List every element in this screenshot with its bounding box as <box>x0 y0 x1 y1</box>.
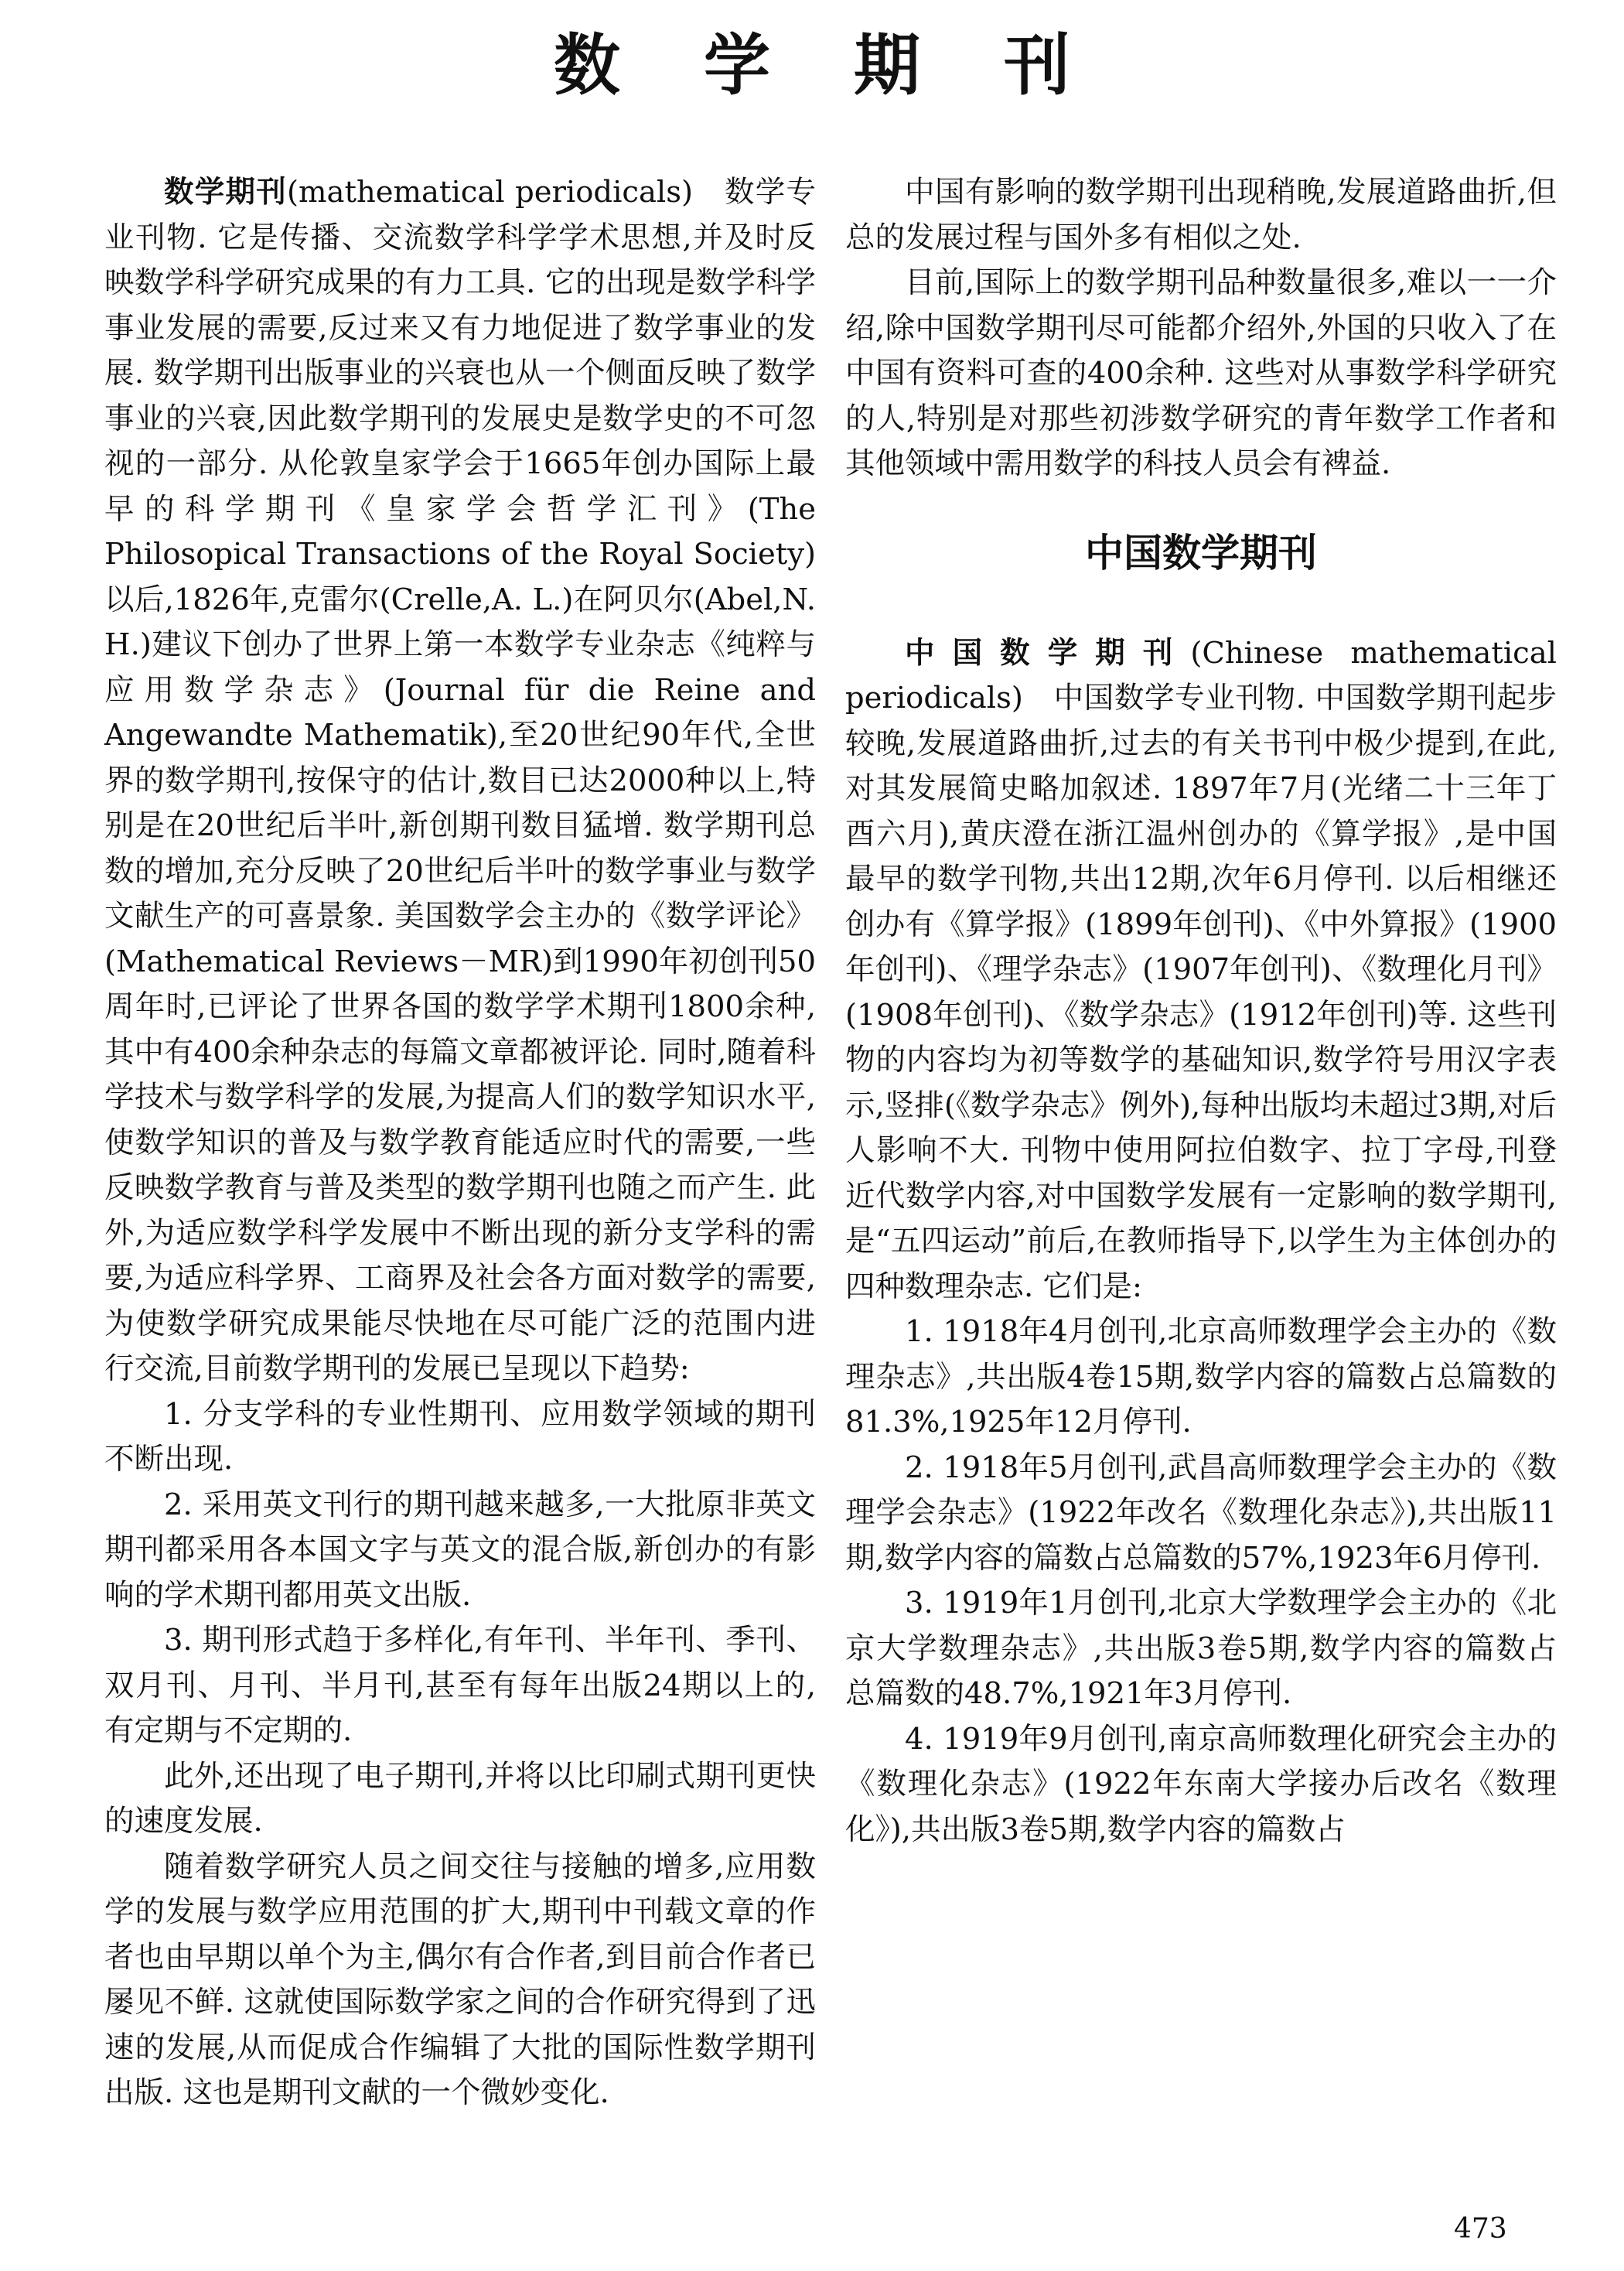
entry-term: 中国数学期刊 <box>905 635 1191 671</box>
paragraph-scope: 目前,国际上的数学期刊品种数量很多,难以一一介绍,除中国数学期刊尽可能都介绍外,外国的只收入了在中国有资料可查的400余种. 这些对从事数学科学研究的人,特别是对那些初涉数学研究的青年数学工作者和其他领域中需用数学的科技人员会有裨益. <box>845 265 1557 481</box>
journal-item-2: 2. 1918年5月创刊,武昌高师数理学会主办的《数理学会杂志》(1922年改名《数理化杂志》),共出版11期,数学内容的篇数占总篇数的57%,1923年6月停刊. <box>845 1450 1557 1576</box>
trend-item-3: 3. 期刊形式趋于多样化,有年刊、半年刊、季刊、双月刊、月刊、半月刊,甚至有每年出版24期以上的,有定期与不定期的. <box>104 1623 816 1748</box>
entry-intro-text: (mathematical periodicals) 数学专业刊物. 它是传播、交流数学科学学术思想,并及时反映数学科学研究成果的有力工具. 它的出现是数学科学事业发展的需要,反过来又有力地促进了数学事业的发展. 数学期刊出版事业的兴衰也从一个侧面反映了数学事业的兴衰,因此数学期刊的发展史是数学史的不可忽视的一部分. 从伦敦皇家学会于1665年创办国际上最早的科学期刊《皇家学会哲学汇刊》(The Philosopical Transactions of the Royal Society)以后,1826年,克雷尔(Crelle,A. L.)在阿贝尔(Abel,N. H.)建议下创办了世界上第一本数学专业杂志《纯粹与应用数学杂志》(Journal für die Reine and Angewandte Mathematik),至20世纪90年代,全世界的数学期刊,按保守的估计,数目已达2000种以上,特别是在20世纪后半叶,新创期刊数目猛增. 数学期刊总数的增加,充分反映了20世纪后半叶的数学事业与数学文献生产的可喜景象. 美国数学会主办的《数学评论》(Mathematical Reviews－MR)到1990年初创刊50周年时,已评论了世界各国的数学学术期刊1800余种,其中有400余种杂志的每篇文章都被评论. 同时,随着科学技术与数学科学的发展,为提高人们的数学知识水平,使数学知识的普及与数学教育能适应时代的需要,一些反映数学教育与普及类型的数学期刊也随之而产生. 此外,为适应数学科学发展中不断出现的新分支学科的需要,为适应科学界、工商界及社会各方面对数学的需要,为使数学研究成果能尽快地在尽可能广泛的范围内进行交流,目前数学期刊的发展已呈现以下趋势: <box>104 175 816 1386</box>
page-title-char: 数 <box>554 27 620 104</box>
left-column <box>104 170 816 2116</box>
right-column <box>845 170 1557 1853</box>
page-title-char: 学 <box>704 27 770 104</box>
journal-item-3: 3. 1919年1月创刊,北京大学数理学会主办的《北京大学数理杂志》,共出版3卷5期,数学内容的篇数占总篇数的48.7%,1921年3月停刊. <box>845 1586 1557 1711</box>
paragraph-china-overview: 中国有影响的数学期刊出现稍晚,发展道路曲折,但总的发展过程与国外多有相似之处. <box>845 175 1557 255</box>
paragraph-electronic-journals: 此外,还出现了电子期刊,并将以比印刷式期刊更快的速度发展. <box>104 1758 816 1839</box>
page-title-char: 刊 <box>1004 27 1070 104</box>
page-title-char: 期 <box>854 27 920 104</box>
trend-item-2: 2. 采用英文刊行的期刊越来越多,一大批原非英文期刊都采用各本国文字与英文的混合版,新创办的有影响的学术期刊都用英文出版. <box>104 1487 816 1613</box>
journal-item-1: 1. 1918年4月创刊,北京高师数理学会主办的《数理杂志》,共出版4卷15期,数学内容的篇数占总篇数的81.3%,1925年12月停刊. <box>845 1314 1557 1439</box>
paragraph-cooperation: 随着数学研究人员之间交往与接触的增多,应用数学的发展与数学应用范围的扩大,期刊中刊载文章的作者也由早期以单个为主,偶尔有合作者,到目前合作者已屡见不鲜. 这就使国际数学家之间的合作研究得到了迅速的发展,从而促成合作编辑了大批的国际性数学期刊出版. 这也是期刊文献的一个微妙变化. <box>104 1849 816 2110</box>
entry-chinese-periodicals-intro <box>845 631 1557 1310</box>
entry-intro-text: (Chinese mathematical periodicals) 中国数学专业刊物. 中国数学期刊起步较晚,发展道路曲折,过去的有关书刊中极少提到,在此,对其发展简史略加叙述. 1897年7月(光绪二十三年丁酉六月),黄庆澄在浙江温州创办的《算学报》,是中国最早的数学刊物,共出12期,次年6月停刊. 以后相继还创办有《算学报》(1899年创刊)、《中外算报》(1900年创刊)、《理学杂志》(1907年创刊)、《数理化月刊》(1908年创刊)、《数学杂志》(1912年创刊)等. 这些刊物的内容均为初等数学的基础知识,数学符号用汉字表示,竖排(《数学杂志》例外),每种出版均未超过3期,对后人影响不大. 刊物中使用阿拉伯数字、拉丁字母,刊登近代数学内容,对中国数学发展有一定影响的数学期刊,是“五四运动”前后,在教师指导下,以学生为主体创办的四种数理杂志. 它们是: <box>845 635 1557 1304</box>
entry-term: 数学期刊 <box>164 175 287 210</box>
journal-item-4: 4. 1919年9月创刊,南京高师数理化研究会主办的《数理化杂志》(1922年东南大学接办后改名《数理化》),共出版3卷5期,数学内容的篇数占 <box>845 1721 1557 1847</box>
trend-item-1: 1. 分支学科的专业性期刊、应用数学领域的期刊不断出现. <box>104 1396 816 1477</box>
page-number: 473 <box>1454 2213 1507 2245</box>
page-title <box>0 23 1624 108</box>
section-heading: 中国数学期刊 <box>1085 530 1317 575</box>
entry-mathematical-periodicals-intro <box>104 170 816 1392</box>
